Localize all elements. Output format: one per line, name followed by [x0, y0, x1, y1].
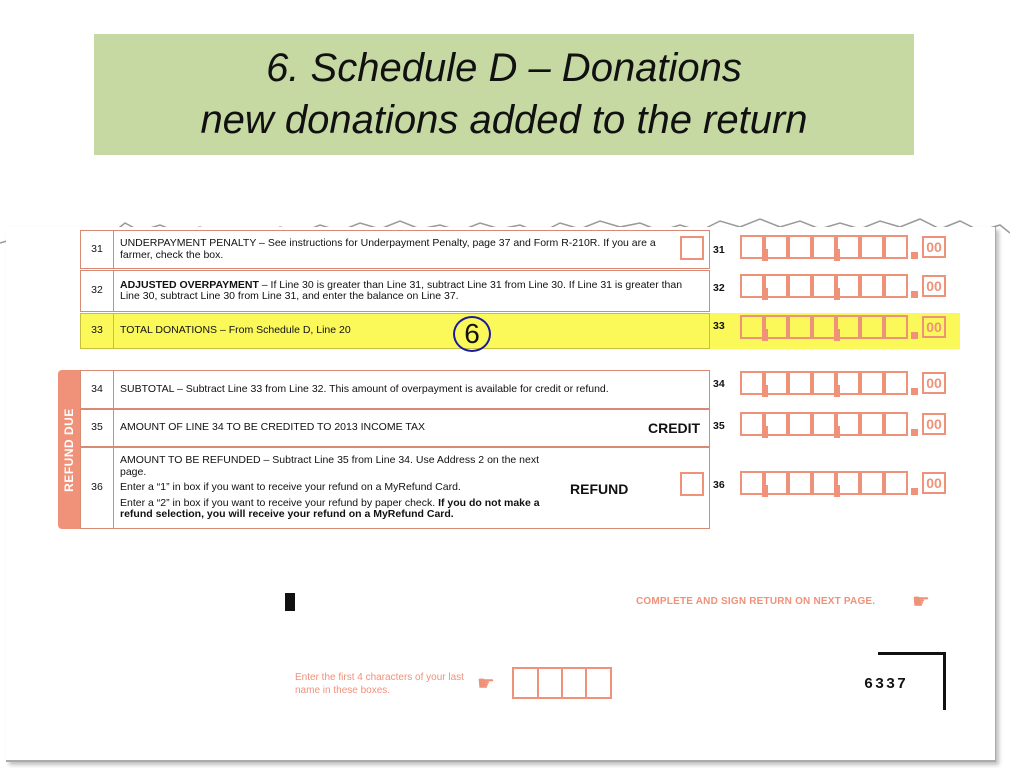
comma-separator: [834, 329, 840, 341]
cents-box: 00: [922, 275, 946, 297]
slide-title-line1: 6. Schedule D – Donations: [266, 46, 742, 90]
digit-box[interactable]: [812, 235, 836, 259]
form-row-31: [80, 230, 710, 269]
digit-box[interactable]: [812, 315, 836, 339]
line-number-34: 34: [713, 378, 725, 390]
decimal-point: [911, 429, 918, 436]
digit-box[interactable]: [740, 235, 764, 259]
decimal-point: [911, 291, 918, 298]
decimal-point: [911, 252, 918, 259]
row-plain-text: – If Line 30 is greater than Line 31, subtract Line 31 from Line 30. If Line 31 is greater than Line 30, subtract Line 30 from Line 31, and enter the balance on Line 37.: [120, 278, 683, 302]
last-name-instruction: Enter the first 4 characters of your last name in these boxes.: [295, 672, 464, 696]
line-number-32: 32: [713, 282, 725, 294]
line-number-36: 36: [713, 479, 725, 491]
comma-separator: [762, 288, 768, 300]
row-number: 33: [81, 314, 114, 348]
credit-label: CREDIT: [648, 420, 701, 436]
hand-pointing-right-icon: ☛: [912, 591, 930, 613]
row-text: UNDERPAYMENT PENALTY – See instructions for Underpayment Penalty, page 37 and Form R-210R. If you are a farmer, check the box.: [120, 237, 656, 261]
digit-box[interactable]: [860, 274, 884, 298]
cents-box: 00: [922, 372, 946, 394]
digit-box[interactable]: [860, 412, 884, 436]
row36-line-b: Enter a “1” in box if you want to receive your refund on a MyRefund Card.: [120, 481, 461, 494]
decimal-point: [911, 388, 918, 395]
digit-box[interactable]: [740, 471, 764, 495]
row-text: TOTAL DONATIONS – From Schedule D, Line 20: [120, 324, 351, 337]
row36-line-a: AMOUNT TO BE REFUNDED – Subtract Line 35 from Line 34. Use Address 2 on the next page.: [120, 454, 540, 478]
decimal-point: [911, 488, 918, 495]
row-number: 32: [81, 271, 114, 311]
digit-box[interactable]: [860, 471, 884, 495]
cents-box: 00: [922, 316, 946, 338]
refund-method-box[interactable]: [680, 472, 704, 496]
slide-title-banner: [94, 34, 914, 155]
comma-separator: [762, 329, 768, 341]
form-row-35: [80, 409, 710, 447]
last-name-boxes[interactable]: [512, 667, 612, 699]
digit-box[interactable]: [884, 274, 908, 298]
comma-separator: [834, 426, 840, 438]
digit-box[interactable]: [740, 315, 764, 339]
row36-line-c: Enter a “2” in box if you want to receive your refund by paper check.: [120, 496, 439, 509]
line-number-33: 33: [713, 320, 725, 332]
decimal-point: [911, 332, 918, 339]
form-row-34: [80, 370, 710, 409]
amount-field-32[interactable]: [740, 272, 950, 306]
digit-box[interactable]: [788, 315, 812, 339]
digit-box[interactable]: [740, 274, 764, 298]
registration-mark: [285, 593, 295, 611]
comma-separator: [762, 385, 768, 397]
amount-field-36[interactable]: [740, 469, 950, 503]
row-text: [120, 271, 703, 311]
digit-box[interactable]: [860, 315, 884, 339]
refund-due-tab: REFUND DUE: [58, 370, 80, 529]
comma-separator: [834, 385, 840, 397]
comma-separator: [834, 249, 840, 261]
digit-box[interactable]: [788, 412, 812, 436]
digit-box[interactable]: [812, 371, 836, 395]
amount-field-34[interactable]: [740, 369, 950, 403]
comma-separator: [834, 485, 840, 497]
cents-box: 00: [922, 236, 946, 258]
callout-number: 6: [453, 316, 491, 352]
digit-box[interactable]: [884, 235, 908, 259]
hand-pointing-right-icon: ☛: [477, 673, 495, 695]
digit-box[interactable]: [884, 315, 908, 339]
refund-label: REFUND: [570, 481, 629, 497]
comma-separator: [762, 249, 768, 261]
digit-box[interactable]: [788, 235, 812, 259]
digit-box[interactable]: [788, 274, 812, 298]
comma-separator: [834, 288, 840, 300]
row-number: 31: [81, 231, 114, 268]
digit-box[interactable]: [788, 471, 812, 495]
form-code: 6337: [864, 676, 909, 693]
digit-box[interactable]: [884, 412, 908, 436]
digit-box[interactable]: [812, 412, 836, 436]
comma-separator: [762, 426, 768, 438]
comma-separator: [762, 485, 768, 497]
line-number-35: 35: [713, 420, 725, 432]
line-number-31: 31: [713, 244, 725, 256]
slide-title-line2: new donations added to the return: [200, 98, 808, 142]
form-row-32: [80, 270, 710, 312]
digit-box[interactable]: [812, 274, 836, 298]
amount-field-31[interactable]: [740, 233, 950, 267]
cents-box: 00: [922, 472, 946, 494]
row-text: SUBTOTAL – Subtract Line 33 from Line 32. This amount of overpayment is available for credit or refund.: [120, 382, 609, 395]
digit-box[interactable]: [884, 371, 908, 395]
digit-box[interactable]: [740, 371, 764, 395]
row-number: 36: [81, 448, 114, 528]
amount-field-33[interactable]: [740, 313, 950, 347]
form-row-33: [80, 313, 710, 349]
row-number: 35: [81, 410, 114, 446]
farmer-checkbox[interactable]: [680, 236, 704, 260]
row-text: AMOUNT OF LINE 34 TO BE CREDITED TO 2013 INCOME TAX: [120, 421, 425, 434]
cents-box: 00: [922, 413, 946, 435]
complete-sign-notice: COMPLETE AND SIGN RETURN ON NEXT PAGE.: [636, 596, 876, 607]
digit-box[interactable]: [860, 235, 884, 259]
digit-box[interactable]: [860, 371, 884, 395]
row-bold-text: ADJUSTED OVERPAYMENT: [120, 278, 259, 291]
amount-field-35[interactable]: [740, 410, 950, 444]
row36-line-d: If you do not make a refund selection, you will receive your refund on a MyRefund Card.: [120, 496, 540, 521]
digit-box[interactable]: [788, 371, 812, 395]
digit-box[interactable]: [812, 471, 836, 495]
digit-box[interactable]: [740, 412, 764, 436]
row-number: 34: [81, 371, 114, 408]
digit-box[interactable]: [884, 471, 908, 495]
